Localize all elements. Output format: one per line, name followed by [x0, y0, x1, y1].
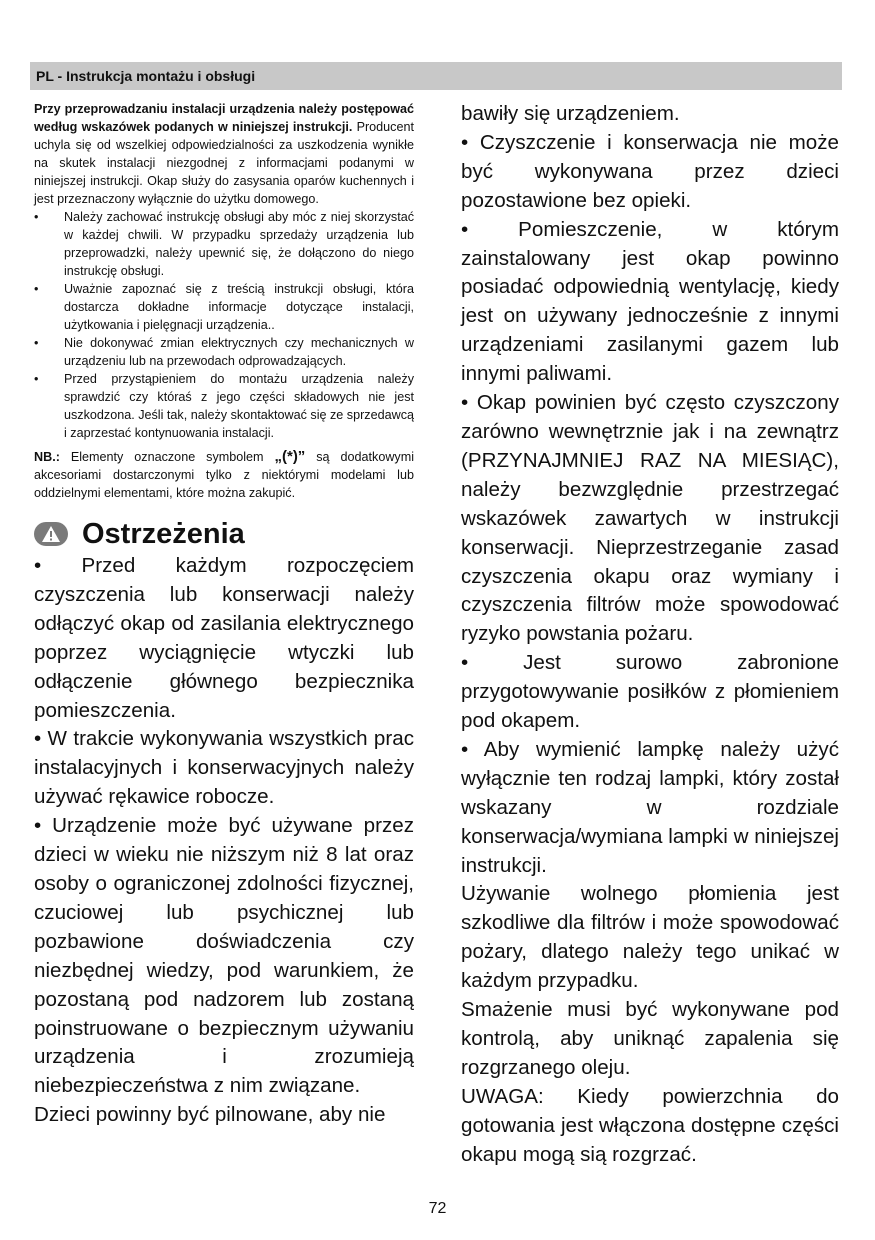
warning-paragraph: • Aby wymienić lampkę należy użyć wyłącznie ten rodzaj lampki, który został wskazany w rozdziale konserwacja/wymiana lampki w niniejszej instrukcji. [461, 737, 839, 877]
warning-paragraph: • Pomieszczenie, w którym zainstalowany jest okap powinno posiadać odpowiednią wentylację, kiedy jest on używany jednocześnie z innymi urządzeniami zasilanymi gazem lub innymi paliwami. [461, 217, 839, 386]
nb-text-b: są dodatkowymi akcesoriami dostarczonymi tylko z niektórymi modelami lub oddzielnymi elementami, które można zakupić. [34, 450, 415, 500]
warning-paragraph: UWAGA: Kiedy powierzchnia do gotowania jest włączona dostępne części okapu mogą sią rozgrzać. [461, 1084, 839, 1166]
warning-paragraph: • Urządzenie może być używane przez dzieci w wieku nie niższym niż 8 lat oraz osoby o ograniczonej zdolności fizycznej, czuciowej lub psychicznej lub pozbawione doświadczenia czy niezbędnej wiedzy, pod warunkiem, że pozostaną pod nadzorem lub zostaną poinstruowane o bezpiecznym używaniu urządzenia i zrozumieją niebezpieczeństwa z nim związane. [34, 814, 414, 1098]
list-item-text: Należy zachować instrukcję obsługi aby móc z niej skorzystać w każdej chwili. W przypadku sprzedaży urządzenia lub przeprowadzki, należy upewnić się, że dołączono do niego instrukcję obsługi. [64, 210, 414, 278]
warning-icon [34, 522, 68, 546]
page-number: 72 [428, 1200, 447, 1217]
warning-paragraph: Używanie wolnego płomienia jest szkodliwe dla filtrów i może spowodować pożary, dlatego należy tego unikać w każdym przypadku. [461, 882, 839, 993]
warning-paragraph: • Przed każdym rozpoczęciem czyszczenia lub konserwacji należy odłączyć okap od zasilania elektrycznego poprzez wyciągnięcie wtyczki lub odłączenie głównego bezpiecznika pomieszczenia. [34, 554, 414, 722]
bullet: • [34, 282, 39, 296]
intro-bold-text: Przy przeprowadzaniu instalacji urządzenia należy postępować według wskazówek podanych w niniejszej instrukcji. [34, 102, 414, 134]
warning-title: Ostrzeżenia [82, 517, 245, 550]
warning-paragraph: Smażenie musi być wykonywane pod kontrolą, aby uniknąć zapalenia się rozgrzanego oleju. [461, 998, 839, 1079]
list-item-text: Nie dokonywać zmian elektrycznych czy mechanicznych w urządzeniu lub na przewodach odprowadzających. [64, 336, 414, 368]
optional-symbol: „(*)” [274, 448, 306, 465]
warning-paragraph: • W trakcie wykonywania wszystkich prac instalacyjnych i konserwacyjnych należy używać rękawice robocze. [34, 727, 414, 809]
nb-label: NB.: [34, 450, 60, 464]
bullet: • [34, 210, 39, 224]
section-header: PL - Instrukcja montażu i obsługi [30, 62, 842, 90]
bullet: • [34, 336, 39, 350]
nb-note [34, 448, 414, 502]
list-item [34, 334, 414, 370]
warning-heading [34, 516, 414, 552]
warning-paragraph: bawiły się urządzeniem. [461, 102, 680, 125]
list-item [34, 208, 414, 280]
right-column [461, 100, 839, 1170]
nb-text-a: Elementy oznaczone symbolem [59, 450, 275, 464]
warning-paragraph: • Jest surowo zabronione przygotowywanie posiłków z płomieniem pod okapem. [461, 651, 839, 733]
list-item [34, 370, 414, 442]
intro-paragraph [34, 100, 414, 208]
intro-text: Producent uchyla się od wszelkiej odpowiedzialności za uszkodzenia wynikłe na skutek instalacji niezgodnej z informacjami podanymi w niniejszej instrukcji. Okap służy do zasysania oparów kuchennych i jest przeznaczony wyłącznie do użytku domowego. [34, 120, 414, 206]
warning-paragraph: • Okap powinien być często czyszczony zarówno wewnętrznie jak i na zewnątrz (PRZYNAJMNIEJ RAZ NA MIESIĄC), należy bezwzględnie przestrzegać wskazówek zawartych w instrukcji konserwacji. Nieprzestrzeganie zasad czyszczenia okapu oraz wymiany i czyszczenia filtrów może spowodować ryzyko powstania pożaru. [461, 391, 839, 646]
list-item-text: Uważnie zapoznać się z treścią instrukcji obsługi, która dostarcza dokładne informacje dotyczące instalacji, użytkowania i pielęgnacji urządzenia.. [64, 282, 414, 332]
list-item-text: Przed przystąpieniem do montażu urządzenia należy sprawdzić czy któraś z jego części składowych nie jest uszkodzona. Jeśli tak, należy skontaktować się ze sprzedawcą i zaprzestać kontynuowania instalacji. [64, 372, 414, 440]
instruction-list [34, 208, 414, 442]
warning-paragraph: Dzieci powinny być pilnowane, aby nie [34, 1103, 386, 1127]
warning-paragraph: • Czyszczenie i konserwacja nie może być wykonywana przez dzieci pozostawione bez opieki. [461, 130, 839, 212]
left-column [34, 100, 414, 1130]
list-item [34, 280, 414, 334]
bullet: • [34, 372, 39, 386]
